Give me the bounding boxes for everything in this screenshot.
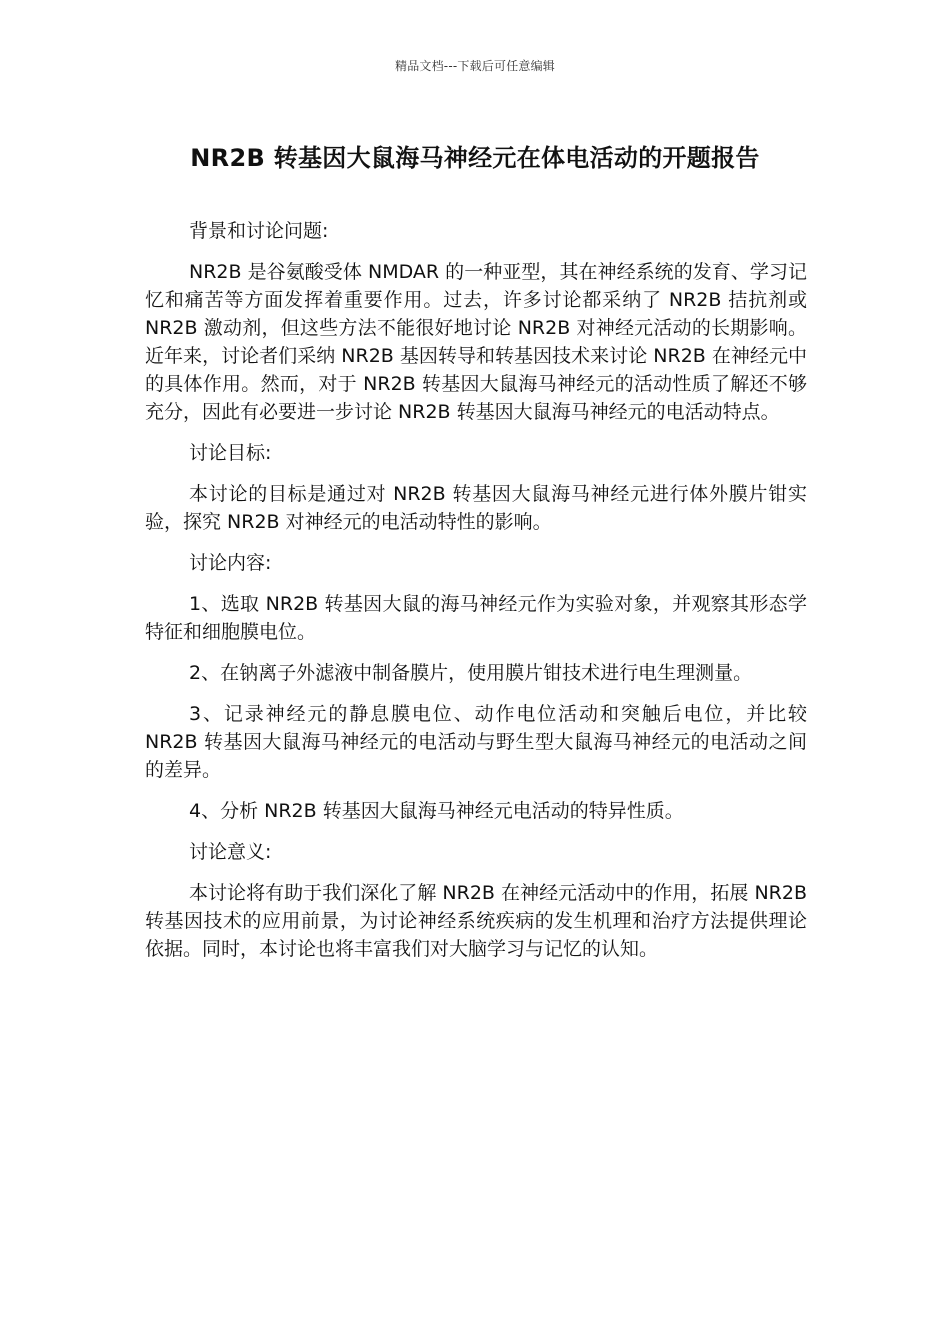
- paragraph-background: NR2B 是谷氨酸受体 NMDAR 的一种亚型，其在神经系统的发育、学习记忆和痛苦等方面发挥着重要作用。过去，许多讨论都采纳了 NR2B 拮抗剂或 NR2B 激动剂，但这些方法不能很好地讨论 NR2B 对神经元活动的长期影响。近年来，讨论者们采纳 NR2B 基因转导和转基因技术来讨论 NR2B 在神经元中的具体作用。然而，对于 NR2B 转基因大鼠海马神经元的活动性质了解还不够充分，因此有必要进一步讨论 NR2B 转基因大鼠海马神经元的电活动特点。: [145, 261, 807, 423]
- section-heading-content: 讨论内容:: [189, 552, 272, 574]
- header-note: 精品文档---下载后可任意编辑: [395, 59, 555, 73]
- list-item-content-1: 1、选取 NR2B 转基因大鼠的海马神经元作为实验对象，并观察其形态学特征和细胞膜电位。: [145, 593, 807, 643]
- section-heading-significance: 讨论意义:: [189, 841, 272, 863]
- list-item-content-2: 2、在钠离子外滤液中制备膜片，使用膜片钳技术进行电生理测量。: [189, 662, 753, 684]
- document-body: [145, 217, 807, 976]
- document-title: NR2B 转基因大鼠海马神经元在体电活动的开题报告: [190, 144, 760, 172]
- list-item-content-4: 4、分析 NR2B 转基因大鼠海马神经元电活动的特异性质。: [189, 800, 684, 822]
- paragraph-objective: 本讨论的目标是通过对 NR2B 转基因大鼠海马神经元进行体外膜片钳实验，探究 NR2B 对神经元的电活动特性的影响。: [145, 483, 807, 533]
- section-heading-objective: 讨论目标:: [189, 442, 272, 464]
- list-item-content-3: 3、记录神经元的静息膜电位、动作电位活动和突触后电位，并比较 NR2B 转基因大鼠海马神经元的电活动与野生型大鼠海马神经元的电活动之间的差异。: [145, 703, 807, 781]
- paragraph-significance: 本讨论将有助于我们深化了解 NR2B 在神经元活动中的作用，拓展 NR2B 转基因技术的应用前景，为讨论神经系统疾病的发生机理和治疗方法提供理论依据。同时，本讨论也将丰富我们对大脑学习与记忆的认知。: [145, 882, 807, 960]
- section-heading-background: 背景和讨论问题:: [189, 220, 329, 242]
